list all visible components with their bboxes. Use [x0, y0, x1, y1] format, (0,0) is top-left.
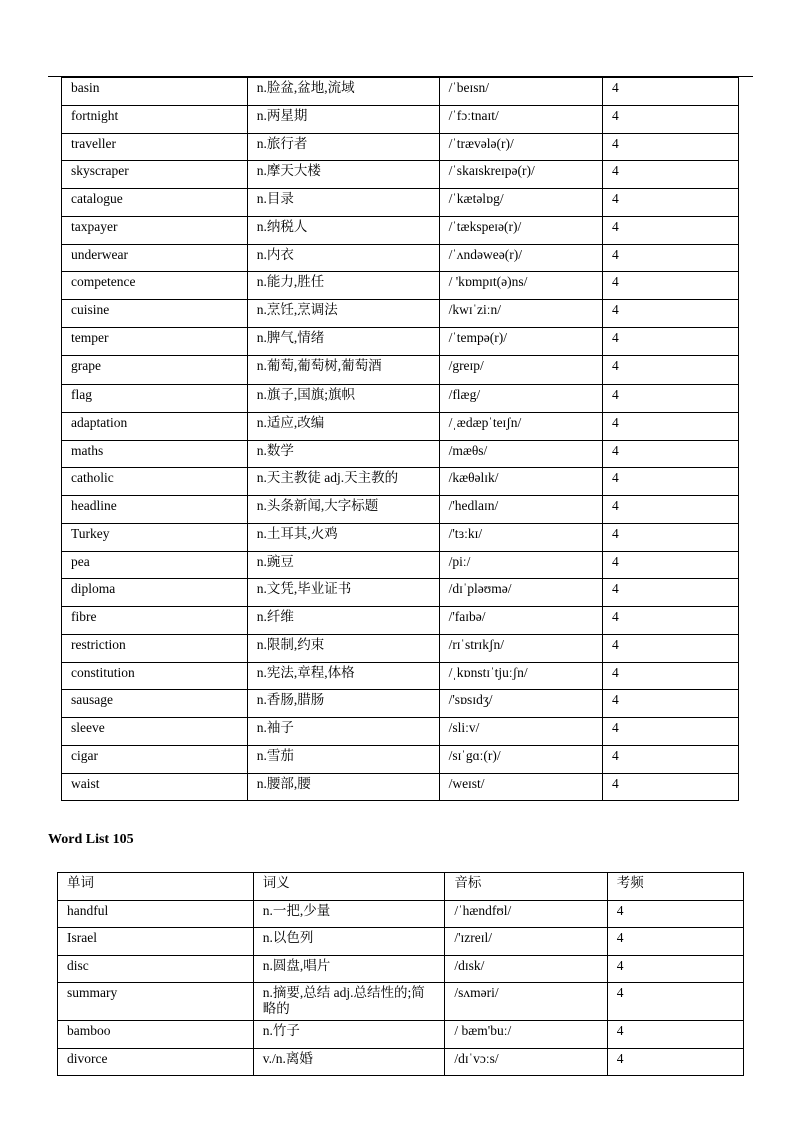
table-row: [62, 300, 739, 328]
meaning-cell: n.适应,改编: [247, 412, 439, 440]
frequency-cell: 4: [602, 496, 738, 524]
frequency-cell: 4: [602, 662, 738, 690]
meaning-cell: n.两星期: [247, 105, 439, 133]
phonetic-cell: /sɪˈgɑː(r)/: [439, 745, 602, 773]
table-row: [62, 551, 739, 579]
frequency-cell: 4: [602, 745, 738, 773]
word-cell: Turkey: [62, 523, 248, 551]
meaning-cell: n.竹子: [253, 1021, 445, 1049]
frequency-cell: 4: [602, 161, 738, 189]
phonetic-cell: /dɪsk/: [445, 955, 607, 983]
meaning-cell: n.纤维: [247, 607, 439, 635]
meaning-cell: n.袖子: [247, 718, 439, 746]
frequency-cell: 4: [602, 78, 738, 106]
meaning-cell: n.烹饪,烹调法: [247, 300, 439, 328]
word-cell: fibre: [62, 607, 248, 635]
meaning-cell: v./n.离婚: [253, 1048, 445, 1076]
table-row: [62, 579, 739, 607]
word-cell: pea: [62, 551, 248, 579]
meaning-cell: n.雪茄: [247, 745, 439, 773]
word-cell: fortnight: [62, 105, 248, 133]
table-row: [62, 216, 739, 244]
word-cell: grape: [62, 355, 248, 385]
frequency-cell: 4: [607, 955, 743, 983]
meaning-cell: n.目录: [247, 189, 439, 217]
meaning-cell: n.纳税人: [247, 216, 439, 244]
table-row: [62, 468, 739, 496]
word-cell: restriction: [62, 634, 248, 662]
table-row: [62, 440, 739, 468]
frequency-cell: 4: [607, 983, 743, 1021]
word-cell: flag: [62, 385, 248, 413]
table-row: [62, 412, 739, 440]
phonetic-cell: /dɪˈvɔːs/: [445, 1048, 607, 1076]
table-row: [62, 718, 739, 746]
meaning-cell: n.圆盘,唱片: [253, 955, 445, 983]
word-cell: disc: [58, 955, 254, 983]
table-row: [58, 983, 744, 1021]
table-row: [62, 78, 739, 106]
frequency-cell: 4: [607, 928, 743, 956]
frequency-cell: 4: [607, 900, 743, 928]
phonetic-cell: /greɪp/: [439, 355, 602, 385]
phonetic-cell: /'sɒsɪdʒ/: [439, 690, 602, 718]
header-phonetic: 音标: [445, 873, 607, 901]
meaning-cell: n.头条新闻,大字标题: [247, 496, 439, 524]
frequency-cell: 4: [602, 300, 738, 328]
phonetic-cell: /sliːv/: [439, 718, 602, 746]
meaning-cell: n.天主教徒 adj.天主教的: [247, 468, 439, 496]
word-cell: cuisine: [62, 300, 248, 328]
word-cell: traveller: [62, 133, 248, 161]
phonetic-cell: /'faɪbə/: [439, 607, 602, 635]
phonetic-cell: /kwɪˈziːn/: [439, 300, 602, 328]
phonetic-cell: /'hedlaɪn/: [439, 496, 602, 524]
frequency-cell: 4: [602, 385, 738, 413]
word-cell: catalogue: [62, 189, 248, 217]
phonetic-cell: /ˈtækspeɪə(r)/: [439, 216, 602, 244]
phonetic-cell: /dɪˈpləʊmə/: [439, 579, 602, 607]
frequency-cell: 4: [602, 551, 738, 579]
meaning-cell: n.一把,少量: [253, 900, 445, 928]
word-cell: sleeve: [62, 718, 248, 746]
table-row: [58, 1021, 744, 1049]
meaning-cell: n.豌豆: [247, 551, 439, 579]
word-cell: competence: [62, 272, 248, 300]
table-row: [58, 955, 744, 983]
table-row: [62, 385, 739, 413]
phonetic-cell: /weɪst/: [439, 773, 602, 801]
table-row: [62, 634, 739, 662]
phonetic-cell: /ˌkɒnstɪˈtjuːʃn/: [439, 662, 602, 690]
phonetic-cell: / bæm'buː/: [445, 1021, 607, 1049]
phonetic-cell: /kæθəlɪk/: [439, 468, 602, 496]
meaning-cell: n.脾气,情绪: [247, 327, 439, 355]
phonetic-cell: /ˌædæpˈteɪʃn/: [439, 412, 602, 440]
frequency-cell: 4: [602, 579, 738, 607]
word-table-continued: [61, 77, 739, 801]
word-cell: constitution: [62, 662, 248, 690]
table-row: [62, 105, 739, 133]
table-row: [62, 355, 739, 385]
word-cell: basin: [62, 78, 248, 106]
word-cell: maths: [62, 440, 248, 468]
meaning-cell: n.脸盆,盆地,流域: [247, 78, 439, 106]
frequency-cell: 4: [602, 105, 738, 133]
word-cell: waist: [62, 773, 248, 801]
word-cell: summary: [58, 983, 254, 1021]
frequency-cell: 4: [602, 216, 738, 244]
frequency-cell: 4: [602, 523, 738, 551]
phonetic-cell: /flæg/: [439, 385, 602, 413]
word-cell: sausage: [62, 690, 248, 718]
meaning-cell: n.以色列: [253, 928, 445, 956]
meaning-cell: n.土耳其,火鸡: [247, 523, 439, 551]
table-row: [62, 133, 739, 161]
word-cell: headline: [62, 496, 248, 524]
table-row: [58, 928, 744, 956]
frequency-cell: 4: [602, 634, 738, 662]
word-cell: skyscraper: [62, 161, 248, 189]
meaning-cell: n.香肠,腊肠: [247, 690, 439, 718]
word-cell: taxpayer: [62, 216, 248, 244]
frequency-cell: 4: [602, 327, 738, 355]
meaning-cell: n.内衣: [247, 244, 439, 272]
frequency-cell: 4: [607, 1021, 743, 1049]
table-row: [58, 900, 744, 928]
frequency-cell: 4: [602, 440, 738, 468]
phonetic-cell: /ˈbeɪsn/: [439, 78, 602, 106]
word-cell: catholic: [62, 468, 248, 496]
table-row: [62, 161, 739, 189]
frequency-cell: 4: [602, 272, 738, 300]
meaning-cell: n.文凭,毕业证书: [247, 579, 439, 607]
table-row: [62, 690, 739, 718]
meaning-cell: n.数学: [247, 440, 439, 468]
word-cell: Israel: [58, 928, 254, 956]
frequency-cell: 4: [602, 773, 738, 801]
phonetic-cell: /ˈtrævələ(r)/: [439, 133, 602, 161]
frequency-cell: 4: [602, 133, 738, 161]
meaning-cell: n.腰部,腰: [247, 773, 439, 801]
header-meaning: 词义: [253, 873, 445, 901]
meaning-cell: n.旗子,国旗;旗帜: [247, 385, 439, 413]
table-row: [62, 272, 739, 300]
table-row: [62, 745, 739, 773]
table-row: [62, 189, 739, 217]
meaning-cell: n.旅行者: [247, 133, 439, 161]
word-cell: temper: [62, 327, 248, 355]
table-row: [62, 496, 739, 524]
frequency-cell: 4: [602, 718, 738, 746]
frequency-cell: 4: [602, 468, 738, 496]
table-row: [62, 244, 739, 272]
frequency-cell: 4: [602, 355, 738, 385]
frequency-cell: 4: [602, 412, 738, 440]
phonetic-cell: /ˈʌndəweə(r)/: [439, 244, 602, 272]
table-row: [62, 662, 739, 690]
phonetic-cell: / 'kɒmpɪt(ə)ns/: [439, 272, 602, 300]
table-row: [58, 1048, 744, 1076]
phonetic-cell: /sʌməri/: [445, 983, 607, 1021]
word-cell: underwear: [62, 244, 248, 272]
meaning-cell: n.限制,约束: [247, 634, 439, 662]
table-row: [62, 607, 739, 635]
word-cell: handful: [58, 900, 254, 928]
phonetic-cell: /'tɜːkɪ/: [439, 523, 602, 551]
frequency-cell: 4: [607, 1048, 743, 1076]
word-cell: adaptation: [62, 412, 248, 440]
phonetic-cell: /ˈhændfʊl/: [445, 900, 607, 928]
table-header-row: [58, 873, 744, 901]
word-list-105-table: [57, 872, 744, 1076]
frequency-cell: 4: [602, 244, 738, 272]
phonetic-cell: /ˈskaɪskreɪpə(r)/: [439, 161, 602, 189]
table-row: [62, 523, 739, 551]
word-cell: divorce: [58, 1048, 254, 1076]
phonetic-cell: /'ɪzreɪl/: [445, 928, 607, 956]
header-frequency: 考频: [607, 873, 743, 901]
meaning-cell: n.摘要,总结 adj.总结性的;简略的: [253, 983, 445, 1021]
meaning-cell: n.摩天大楼: [247, 161, 439, 189]
phonetic-cell: /ˈtempə(r)/: [439, 327, 602, 355]
phonetic-cell: /piː/: [439, 551, 602, 579]
meaning-cell: n.能力,胜任: [247, 272, 439, 300]
meaning-cell: n.宪法,章程,体格: [247, 662, 439, 690]
phonetic-cell: /rɪˈstrɪkʃn/: [439, 634, 602, 662]
frequency-cell: 4: [602, 607, 738, 635]
table-row: [62, 327, 739, 355]
header-word: 单词: [58, 873, 254, 901]
phonetic-cell: /ˈfɔːtnaɪt/: [439, 105, 602, 133]
table-row: [62, 773, 739, 801]
word-cell: diploma: [62, 579, 248, 607]
phonetic-cell: /ˈkætəlɒg/: [439, 189, 602, 217]
phonetic-cell: /mæθs/: [439, 440, 602, 468]
frequency-cell: 4: [602, 189, 738, 217]
word-cell: bamboo: [58, 1021, 254, 1049]
meaning-cell: n.葡萄,葡萄树,葡萄酒: [247, 355, 439, 385]
word-list-heading: Word List 105: [48, 832, 134, 847]
word-cell: cigar: [62, 745, 248, 773]
frequency-cell: 4: [602, 690, 738, 718]
